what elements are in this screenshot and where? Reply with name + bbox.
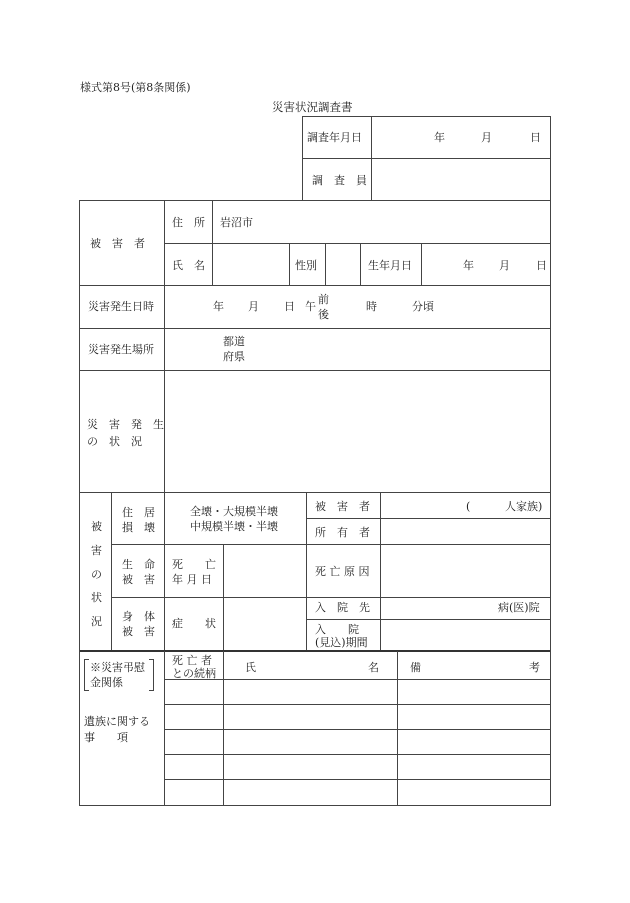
house-label-1: 住 居 xyxy=(122,506,155,519)
damage-victim-label: 被 害 者 xyxy=(315,500,370,513)
owner-field[interactable] xyxy=(382,520,548,542)
damage-label-char-5: 況 xyxy=(91,615,102,628)
page-title: 災害状況調査書 xyxy=(272,100,353,114)
damage-label-char-1: 被 xyxy=(91,520,102,533)
gender-label: 性別 xyxy=(295,259,317,272)
birth-month: 月 xyxy=(499,259,510,272)
situation-label-1: 災 害 発 生 xyxy=(87,418,164,431)
death-date-field[interactable] xyxy=(225,546,304,595)
family-paren-open: ( xyxy=(466,500,471,513)
dt-zen: 前 xyxy=(318,293,329,306)
victim-label: 被 害 者 xyxy=(90,237,145,250)
life-label-2: 被 害 xyxy=(122,573,155,586)
gender-field[interactable] xyxy=(327,245,359,284)
damage-label-char-2: 害 xyxy=(91,544,102,557)
place-fuken: 府県 xyxy=(223,350,245,363)
house-label-2: 損 壊 xyxy=(122,521,155,534)
death-label-1: 死 亡 xyxy=(172,558,216,571)
bereaved-label-2: 事 項 xyxy=(84,731,128,744)
bereaved-rows-field[interactable] xyxy=(166,681,548,803)
address-label: 住 所 xyxy=(172,216,205,229)
address-field[interactable] xyxy=(250,202,548,241)
survey-date-day: 日 xyxy=(530,131,541,144)
inspector-label: 調 査 員 xyxy=(312,174,367,187)
inspector-field[interactable] xyxy=(373,159,549,199)
situation-label-2: の 状 況 xyxy=(87,435,142,448)
dt-gozen-go: 午 xyxy=(305,300,316,313)
remarks-header-1: 備 xyxy=(410,661,421,674)
name-field[interactable] xyxy=(214,245,288,284)
dt-day: 日 xyxy=(284,300,295,313)
owner-label: 所 有 者 xyxy=(315,526,370,539)
survey-date-label: 調査年月日 xyxy=(307,131,362,144)
house-type-1: 全壊・大規模半壊 xyxy=(190,505,278,518)
relation-header-1: 死 亡 者 xyxy=(172,654,212,667)
name-header-2: 名 xyxy=(368,661,379,674)
death-cause-label: 死 亡 原 因 xyxy=(315,565,370,578)
birth-label: 生年月日 xyxy=(368,259,412,272)
place-todo: 都道 xyxy=(223,335,245,348)
survey-date-month: 月 xyxy=(481,131,492,144)
family-value: 人家族) xyxy=(505,500,543,513)
datetime-label: 災害発生日時 xyxy=(88,300,154,313)
admission-label-1: 入 院 xyxy=(315,623,359,636)
damage-label-char-4: 状 xyxy=(91,591,102,604)
name-header-1: 氏 xyxy=(245,661,256,674)
body-label-1: 身 体 xyxy=(122,610,155,623)
death-cause-field[interactable] xyxy=(382,546,548,595)
dt-year: 年 xyxy=(213,300,224,313)
remarks-header-2: 考 xyxy=(529,661,540,674)
dt-ato: 後 xyxy=(318,308,329,321)
dt-minute: 分頃 xyxy=(412,300,434,313)
damage-label-char-3: の xyxy=(91,568,102,581)
condolence-1: ※災害弔慰 xyxy=(90,661,145,674)
hospital-label: 入 院 先 xyxy=(315,601,370,614)
place-label: 災害発生場所 xyxy=(88,343,154,356)
birth-day: 日 xyxy=(536,259,547,272)
bereaved-label-1: 遺族に関する xyxy=(84,715,150,728)
situation-field[interactable] xyxy=(166,372,548,490)
condolence-2: 金関係 xyxy=(90,676,123,689)
house-type-2: 中規模半壊・半壊 xyxy=(190,520,278,533)
address-value: 岩沼市 xyxy=(220,216,253,229)
survey-date-field[interactable] xyxy=(373,117,429,157)
birth-year: 年 xyxy=(463,259,474,272)
form-number: 様式第8号(第8条関係) xyxy=(80,81,191,94)
relation-header-2: との続柄 xyxy=(172,667,216,680)
admission-field[interactable] xyxy=(382,621,548,648)
symptom-label: 症 状 xyxy=(172,617,216,630)
death-label-2: 年 月 日 xyxy=(172,573,212,586)
body-label-2: 被 害 xyxy=(122,625,155,638)
name-label: 氏 名 xyxy=(172,259,205,272)
admission-label-2: (見込)期間 xyxy=(315,636,368,649)
hospital-suffix: 病(医)院 xyxy=(498,601,540,614)
dt-month: 月 xyxy=(248,300,259,313)
dt-hour: 時 xyxy=(366,300,377,313)
symptom-field[interactable] xyxy=(225,599,304,648)
survey-date-year: 年 xyxy=(434,131,445,144)
place-field[interactable] xyxy=(260,330,548,368)
life-label-1: 生 命 xyxy=(122,558,155,571)
